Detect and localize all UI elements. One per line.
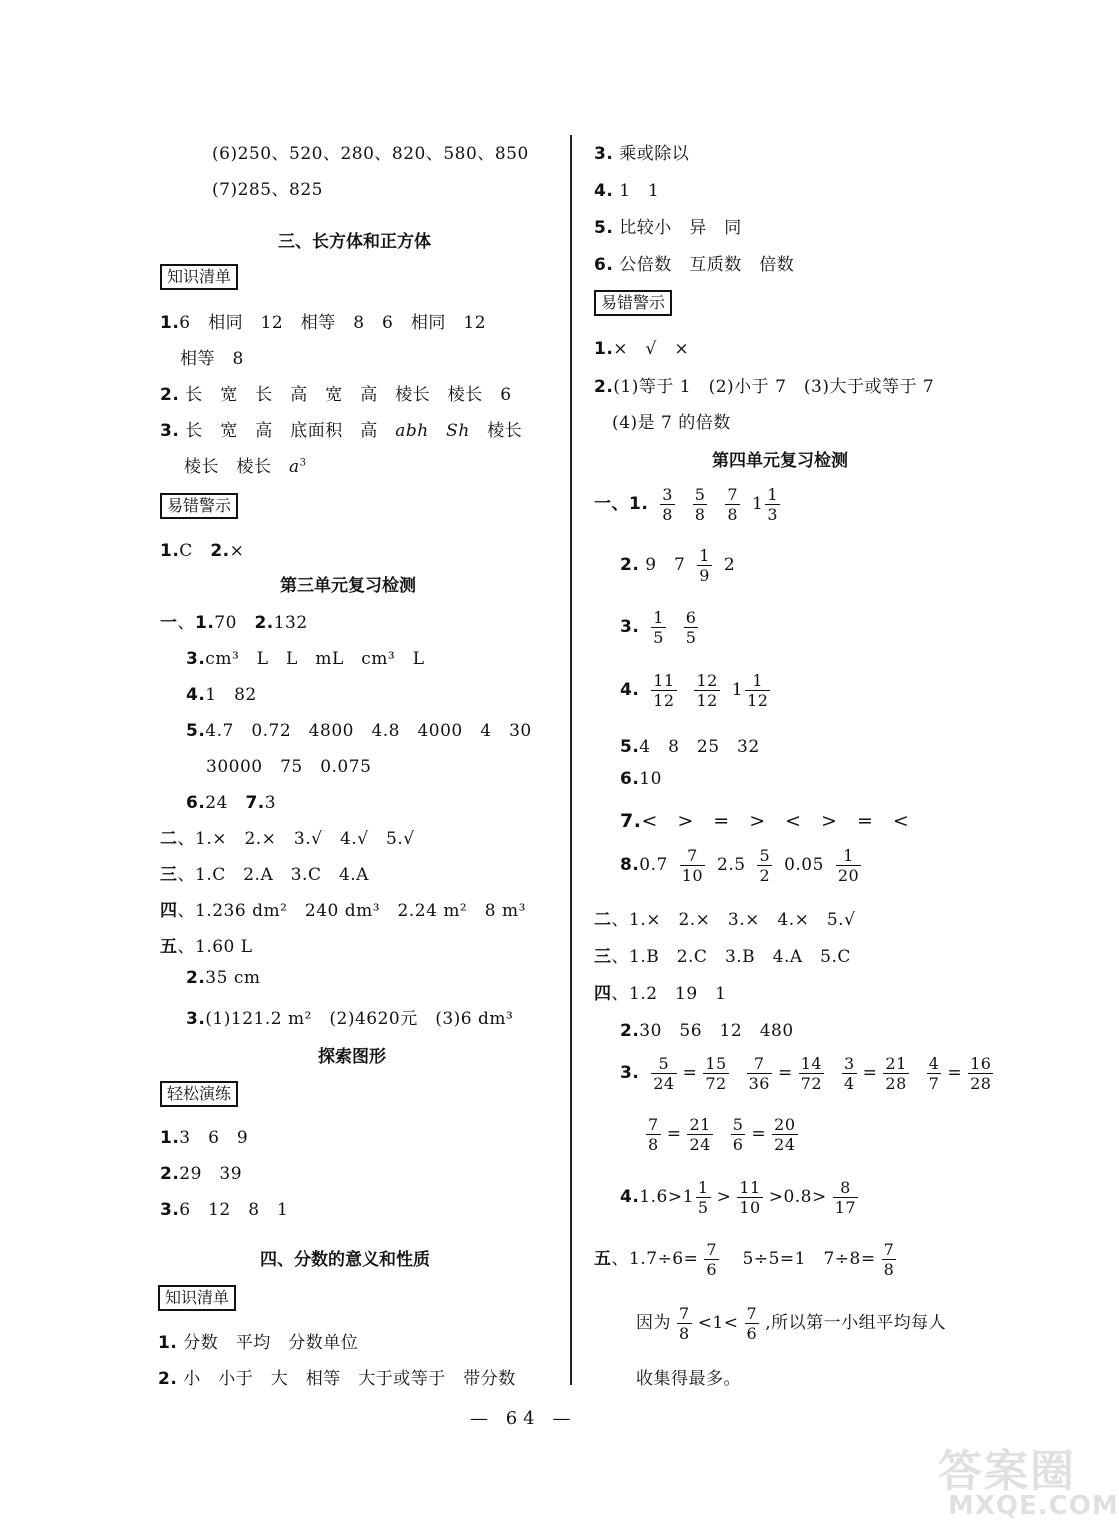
answer-line: $\frac{7}{8}$ = $\frac{21}{24}$ $\frac{5}{6}$ = $\frac{20}{24}$ xyxy=(648,1115,796,1154)
answer-line: 2.29 39 xyxy=(160,1164,243,1184)
answer-line: 二、1.× 2.× 3.√ 4.√ 5.√ xyxy=(160,829,415,849)
answer-line: 因为 $\frac{7}{8}$ <1< $\frac{7}{6}$ ,所以第一小组平均每人 xyxy=(636,1304,947,1343)
label-box: 知识清单 xyxy=(160,264,238,290)
answer-line: 2.(1)等于 1 (2)小于 7 (3)大于或等于 7 xyxy=(594,377,935,397)
answer-line: 6.10 xyxy=(620,769,662,789)
answer-line: 2. 小 小于 大 相等 大于或等于 带分数 xyxy=(158,1369,516,1389)
page-number: — 64 — xyxy=(470,1408,577,1429)
answer-line: 四、1.2 19 1 xyxy=(594,984,727,1004)
answer-line: 四、1.236 dm² 240 dm³ 2.24 m² 8 m³ xyxy=(160,901,526,921)
answer-line: 1. 分数 平均 分数单位 xyxy=(158,1333,359,1353)
answer-line: 一、1.70 2.132 xyxy=(160,613,308,633)
answer-line: 收集得最多。 xyxy=(636,1369,741,1389)
section-title: 四、分数的意义和性质 xyxy=(260,1250,430,1270)
answer-line: 5.4.7 0.72 4800 4.8 4000 4 30 xyxy=(186,721,532,741)
label-box: 易错警示 xyxy=(594,290,672,316)
answer-line: (6)250、520、280、820、580、850 xyxy=(212,144,529,164)
answer-line: 3. 长 宽 高 底面积 高 abh Sh 棱长 xyxy=(160,421,523,441)
answer-line: 4. 1 1 xyxy=(594,181,660,201)
answer-line: 3.cm³ L L mL cm³ L xyxy=(186,649,425,669)
answer-line: 1.C 2.× xyxy=(160,541,245,561)
section-title: 三、长方体和正方体 xyxy=(278,232,431,252)
answer-line: 棱长 棱长 $a^3$ xyxy=(184,457,307,477)
label-box: 轻松演练 xyxy=(160,1081,238,1107)
answer-line: 4.1.6>1 $\frac{1}{5}$ > $\frac{11}{10}$ >0.8> $\frac{8}{17}$ xyxy=(620,1178,857,1217)
answer-line: 3.6 12 8 1 xyxy=(160,1200,289,1220)
answer-line: 30000 75 0.075 xyxy=(206,757,372,777)
answer-line: (4)是 7 的倍数 xyxy=(612,413,731,433)
answer-line: 2. 9 7 $\frac{1}{9}$ 2 xyxy=(620,546,736,585)
answer-line: 3. $\frac{5}{24}$ = $\frac{15}{72}$ $\frac{7}{36}$ = $\frac{14}{72}$ $\frac{3}{4}$ = $\frac{21}{28}$ $\frac{4}{7}$ = $\frac{16}{28}$ xyxy=(620,1054,992,1093)
answer-line: 五、1.60 L xyxy=(160,937,253,957)
answer-line: 3.(1)121.2 m² (2)4620元 (3)6 dm³ xyxy=(186,1009,514,1029)
section-title: 探索图形 xyxy=(318,1047,386,1067)
answer-line: 2.30 56 12 480 xyxy=(620,1021,794,1041)
section-title: 第三单元复习检测 xyxy=(280,576,416,596)
answer-line: 6. 公倍数 互质数 倍数 xyxy=(594,255,795,275)
answer-line: 一、1. $\frac{3}{8}$ $\frac{5}{8}$ $\frac{7}{8}$ 1 $\frac{1}{3}$ xyxy=(594,485,778,524)
answer-line: 3. 乘或除以 xyxy=(594,144,690,164)
watermark-logo: 答案圈 MXQE.COM xyxy=(938,1446,1119,1521)
answer-line: 5.4 8 25 32 xyxy=(620,737,760,757)
answer-line: 2. 长 宽 长 高 宽 高 棱长 棱长 6 xyxy=(160,385,512,405)
answer-line: (7)285、825 xyxy=(212,180,323,200)
answer-line: 相等 8 xyxy=(180,349,244,369)
answer-line: 五、1.7÷6= $\frac{7}{6}$ 5÷5=1 7÷8= $\frac{7}{8}$ xyxy=(594,1240,895,1279)
answer-line: 8.0.7 $\frac{7}{10}$ 2.5 $\frac{5}{2}$ 0.05 $\frac{1}{20}$ xyxy=(620,846,860,885)
label-box: 知识清单 xyxy=(158,1285,236,1311)
answer-line: 4.1 82 xyxy=(186,685,257,705)
answer-line: 1.6 相同 12 相等 8 6 相同 12 xyxy=(160,313,487,333)
answer-line: 二、1.× 2.× 3.× 4.× 5.√ xyxy=(594,910,856,930)
answer-line: 3. $\frac{1}{5}$ $\frac{6}{5}$ xyxy=(620,608,697,647)
answer-line: 2.35 cm xyxy=(186,968,261,988)
answer-line: 1.× √ × xyxy=(594,339,690,359)
answer-line: 4. $\frac{11}{12}$ $\frac{12}{12}$ 1 $\frac{1}{12}$ xyxy=(620,671,769,710)
answer-line: 5. 比较小 异 同 xyxy=(594,218,742,238)
label-box: 易错警示 xyxy=(160,493,238,519)
answer-line: 7.< > = > < > = < xyxy=(620,810,910,832)
section-title: 第四单元复习检测 xyxy=(712,451,848,471)
answer-line: 6.24 7.3 xyxy=(186,793,277,813)
answer-line: 三、1.C 2.A 3.C 4.A xyxy=(160,865,369,885)
answer-line: 三、1.B 2.C 3.B 4.A 5.C xyxy=(594,947,851,967)
answer-line: 1.3 6 9 xyxy=(160,1128,249,1148)
column-divider xyxy=(570,135,572,1385)
